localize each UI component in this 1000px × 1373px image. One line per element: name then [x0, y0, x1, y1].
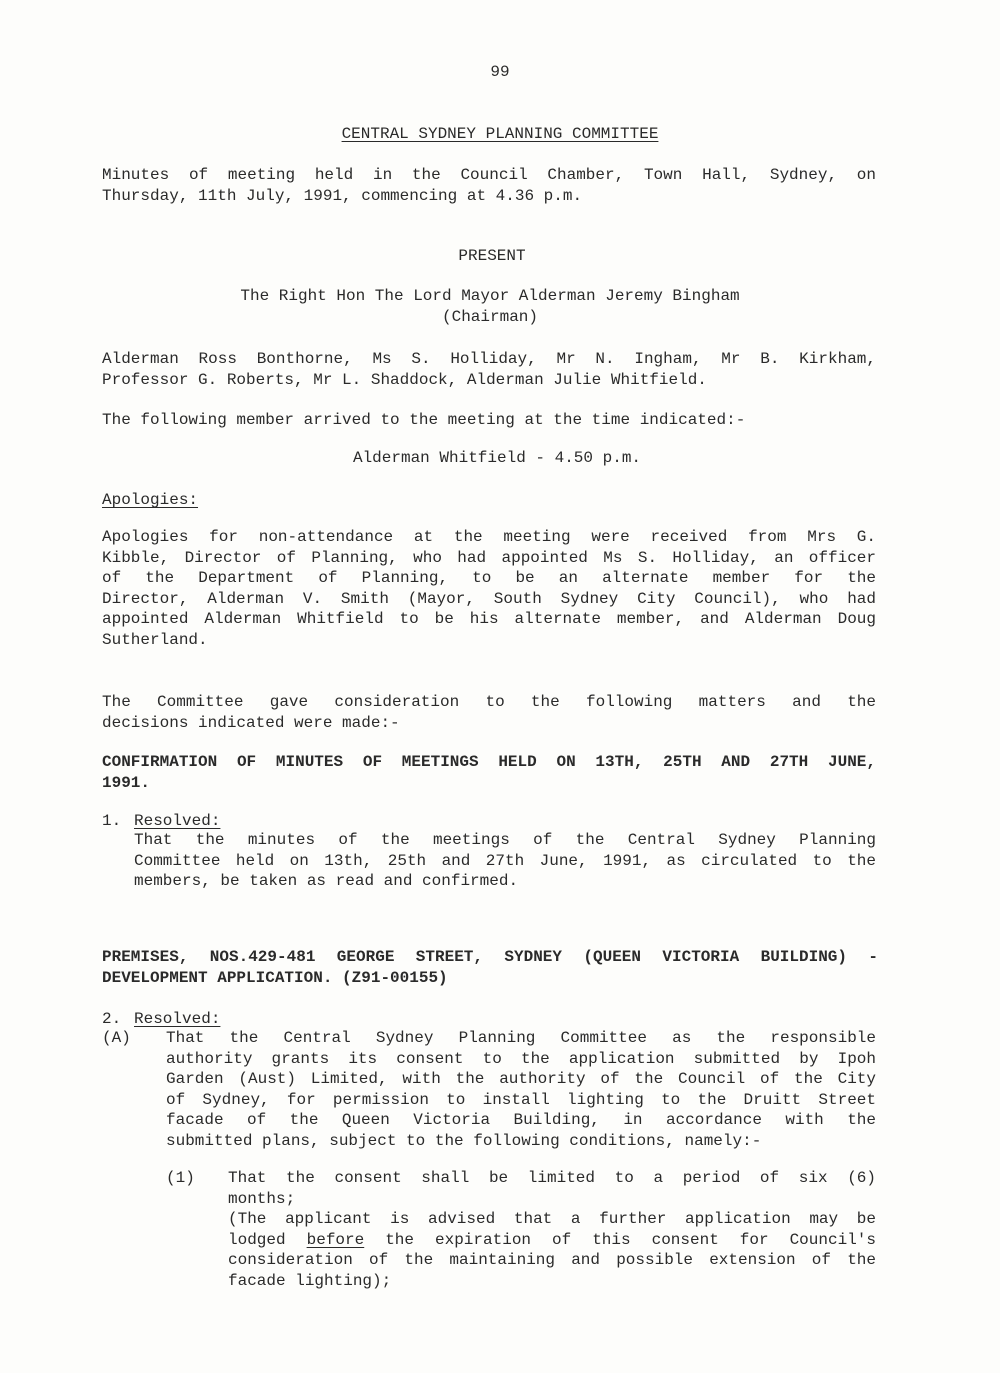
part-a-line: of Sydney, for permission to install lighting to the Druitt Street	[166, 1090, 876, 1109]
part-a-line: submitted plans, subject to the following conditions, namely:-	[166, 1131, 762, 1150]
consideration-paragraph	[102, 692, 876, 733]
part-a-line: authority grants its consent to the application submitted by Ipoh	[166, 1049, 876, 1068]
note-underlined-word: before	[306, 1230, 365, 1249]
note-text: lodged	[228, 1230, 307, 1249]
members-line: Professor G. Roberts, Mr L. Shaddock, Alderman Julie Whitfield.	[102, 370, 707, 389]
item1-resolution	[134, 830, 876, 892]
apologies-line: of the Department of Planning, to be an alternate member for the	[102, 569, 876, 587]
members-paragraph	[102, 349, 876, 390]
members-line: Alderman Ross Bonthorne, Ms S. Holliday, Mr N. Ingham, Mr B. Kirkham,	[102, 350, 876, 368]
intro-paragraph	[102, 165, 876, 206]
item2-resolved-label: Resolved:	[134, 1010, 221, 1028]
item2-number: 2.	[102, 1010, 122, 1028]
condition1-note-line	[228, 1230, 876, 1251]
item2-heading-line: DEVELOPMENT APPLICATION. (Z91-00155)	[102, 968, 448, 987]
item1-heading-line: 1991.	[102, 773, 151, 792]
item1-resolution-line: Committee held on 13th, 25th and 27th June, 1991, as circulated to the	[134, 851, 876, 870]
apologies-paragraph	[102, 527, 876, 650]
item1-number: 1.	[102, 812, 122, 830]
apologies-heading: Apologies:	[102, 491, 199, 509]
part-a-text	[166, 1028, 876, 1151]
item1-resolution-line: That the minutes of the meetings of the Central Sydney Planning	[134, 831, 876, 849]
apologies-line: Kibble, Director of Planning, who had appointed Ms S. Holliday, an officer	[102, 548, 876, 567]
chair-name: The Right Hon The Lord Mayor Alderman Jeremy Bingham	[240, 287, 740, 305]
item2-heading	[102, 947, 878, 988]
condition1-note-line: consideration of the maintaining and possible extension of the	[228, 1251, 876, 1269]
note-text: the expiration of this consent for Council's	[364, 1230, 876, 1249]
present-heading: PRESENT	[458, 247, 526, 265]
condition1-text	[228, 1168, 876, 1291]
chair-block	[150, 286, 830, 327]
condition1-note-line: facade lighting);	[228, 1271, 392, 1290]
late-arrival-note: The following member arrived to the meeting at the time indicated:-	[102, 411, 746, 429]
part-a-line: Garden (Aust) Limited, with the authority of the Council of the City	[166, 1070, 876, 1088]
intro-line: Minutes of meeting held in the Council Chamber, Town Hall, Sydney, on	[102, 166, 876, 184]
chair-role: (Chairman)	[441, 307, 538, 326]
consideration-line: decisions indicated were made:-	[102, 713, 400, 732]
part-a-line: That the Central Sydney Planning Committee as the responsible	[166, 1029, 876, 1047]
condition1-line: That the consent shall be limited to a period of six (6)	[228, 1169, 876, 1187]
late-arrival-member: Alderman Whitfield - 4.50 p.m.	[352, 449, 642, 467]
condition1-label: (1)	[166, 1169, 195, 1187]
item1-resolved-label: Resolved:	[134, 812, 221, 830]
document-title: CENTRAL SYDNEY PLANNING COMMITTEE	[341, 125, 659, 143]
consideration-line: The Committee gave consideration to the following matters and the	[102, 693, 876, 711]
condition1-line: months;	[228, 1189, 296, 1208]
item1-heading	[102, 752, 876, 793]
item2-heading-line: PREMISES, NOS.429-481 GEORGE STREET, SYDNEY (QUEEN VICTORIA BUILDING) -	[102, 948, 878, 966]
apologies-line: Sutherland.	[102, 630, 208, 649]
condition1-note-line: (The applicant is advised that a further application may be	[228, 1210, 876, 1228]
apologies-line: Apologies for non-attendance at the meeting were received from Mrs G.	[102, 528, 876, 546]
page-number: 99	[490, 63, 510, 81]
apologies-line: Director, Alderman V. Smith (Mayor, South Sydney City Council), who had	[102, 589, 876, 608]
item1-resolution-line: members, be taken as read and confirmed.	[134, 872, 519, 890]
part-a-label: (A)	[102, 1029, 131, 1047]
apologies-line: appointed Alderman Whitfield to be his alternate member, and Alderman Doug	[102, 610, 876, 628]
item1-heading-line: CONFIRMATION OF MINUTES OF MEETINGS HELD ON 13TH, 25TH AND 27TH JUNE,	[102, 753, 876, 771]
part-a-line: facade of the Queen Victoria Building, in accordance with the	[166, 1111, 876, 1129]
intro-line: Thursday, 11th July, 1991, commencing at 4.36 p.m.	[102, 186, 583, 205]
